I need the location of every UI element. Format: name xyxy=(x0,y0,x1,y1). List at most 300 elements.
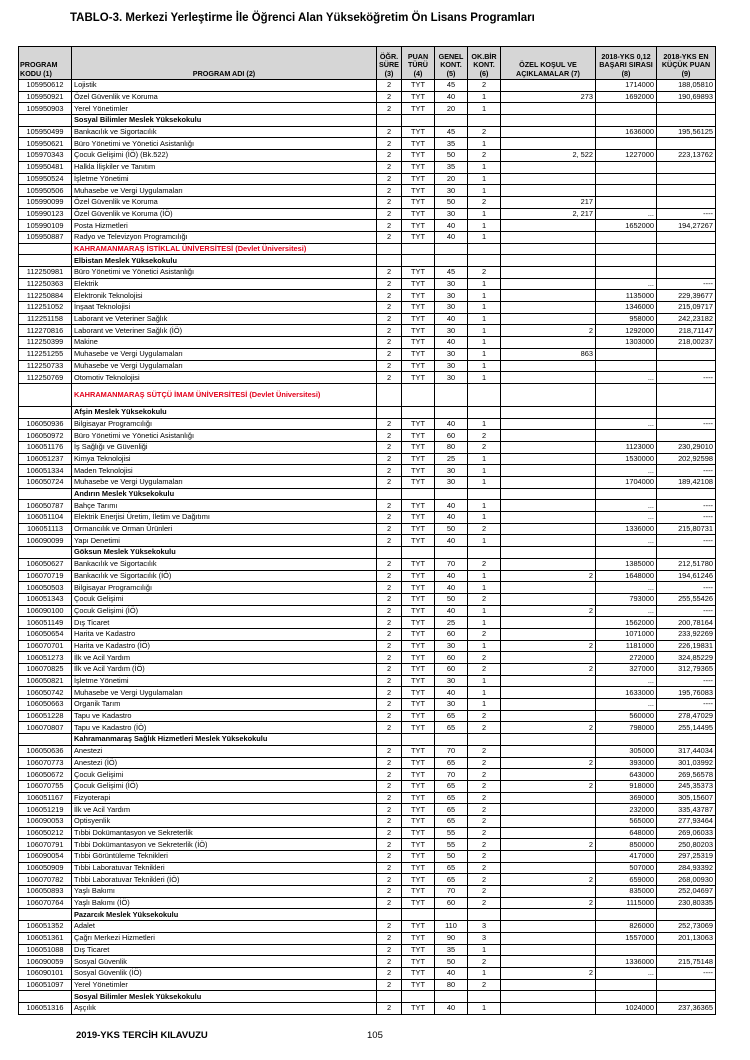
blank-cell xyxy=(377,734,402,746)
cell-program-code: 106070825 xyxy=(19,664,72,676)
cell-special-conditions: 2 xyxy=(501,780,596,792)
table-row xyxy=(19,441,716,453)
cell-special-conditions xyxy=(501,956,596,968)
cell-general-quota: 30 xyxy=(435,325,468,337)
cell-general-quota: 30 xyxy=(435,290,468,302)
cell-duration: 2 xyxy=(377,220,402,232)
blank-cell xyxy=(501,909,596,921)
cell-special-conditions: 2, 217 xyxy=(501,208,596,220)
cell-duration: 2 xyxy=(377,757,402,769)
cell-score-type: TYT xyxy=(402,769,435,781)
cell-duration: 2 xyxy=(377,815,402,827)
school-name: Afşin Meslek Yüksekokulu xyxy=(72,406,377,418)
cell-special-conditions xyxy=(501,453,596,465)
blank-cell xyxy=(402,406,435,418)
cell-special-conditions xyxy=(501,979,596,991)
cell-program-code: 106050972 xyxy=(19,430,72,442)
page-number: 105 xyxy=(367,1030,383,1041)
university-name: KAHRAMANMARAŞ İSTİKLAL ÜNİVERSİTESİ (Devlet Üniversitesi) xyxy=(72,243,377,255)
cell-program-code: 106050627 xyxy=(19,558,72,570)
cell-special-conditions xyxy=(501,313,596,325)
table-row xyxy=(19,267,716,279)
cell-program-name: Elektrik Enerjisi Üretim, İletim ve Dağıtımı xyxy=(72,512,377,524)
cell-top-student-quota: 1 xyxy=(468,348,501,360)
table-row xyxy=(19,290,716,302)
cell-program-name: Optisyenlik xyxy=(72,815,377,827)
blank-cell xyxy=(501,547,596,559)
cell-program-code: 112250884 xyxy=(19,290,72,302)
cell-general-quota: 65 xyxy=(435,757,468,769)
cell-score-type: TYT xyxy=(402,430,435,442)
blank-cell xyxy=(657,383,716,406)
cell-score-type: TYT xyxy=(402,652,435,664)
cell-top-student-quota: 2 xyxy=(468,710,501,722)
header-general-quota: GENEL KONT. (5) xyxy=(435,47,468,80)
cell-min-score xyxy=(657,231,716,243)
cell-duration: 2 xyxy=(377,80,402,92)
cell-program-code: 112250981 xyxy=(19,267,72,279)
cell-program-name: Muhasebe ve Vergi Uygulamaları xyxy=(72,477,377,489)
blank-cell xyxy=(468,115,501,127)
cell-general-quota: 35 xyxy=(435,138,468,150)
cell-min-score: 195,56125 xyxy=(657,126,716,138)
cell-special-conditions: 2 xyxy=(501,839,596,851)
table-row xyxy=(19,535,716,547)
cell-special-conditions xyxy=(501,886,596,898)
cell-score-type: TYT xyxy=(402,874,435,886)
cell-score-type: TYT xyxy=(402,138,435,150)
cell-special-conditions xyxy=(501,804,596,816)
cell-general-quota: 30 xyxy=(435,675,468,687)
cell-program-code: 105970343 xyxy=(19,150,72,162)
blank-cell xyxy=(657,909,716,921)
cell-top-student-quota: 1 xyxy=(468,103,501,115)
cell-score-type: TYT xyxy=(402,780,435,792)
cell-success-rank: 1648000 xyxy=(596,570,657,582)
cell-top-student-quota: 2 xyxy=(468,839,501,851)
cell-program-name: Çocuk Gelişimi xyxy=(72,769,377,781)
cell-program-code: 106050787 xyxy=(19,500,72,512)
cell-duration: 2 xyxy=(377,780,402,792)
table-row xyxy=(19,804,716,816)
cell-min-score: ---- xyxy=(657,605,716,617)
blank-cell xyxy=(501,488,596,500)
cell-duration: 2 xyxy=(377,1002,402,1014)
cell-program-code: 106051316 xyxy=(19,1002,72,1014)
cell-special-conditions: 2 xyxy=(501,722,596,734)
cell-min-score: 335,43787 xyxy=(657,804,716,816)
cell-success-rank: 1135000 xyxy=(596,290,657,302)
blank-cell xyxy=(468,488,501,500)
cell-program-name: Çocuk Gelişimi xyxy=(72,593,377,605)
cell-top-student-quota: 2 xyxy=(468,80,501,92)
cell-special-conditions xyxy=(501,710,596,722)
cell-top-student-quota: 1 xyxy=(468,640,501,652)
cell-program-name: İş Sağlığı ve Güvenliği xyxy=(72,441,377,453)
cell-score-type: TYT xyxy=(402,208,435,220)
cell-duration: 2 xyxy=(377,302,402,314)
cell-min-score: 188,05810 xyxy=(657,80,716,92)
cell-score-type: TYT xyxy=(402,348,435,360)
blank-cell xyxy=(468,243,501,255)
blank-cell xyxy=(596,255,657,267)
table-row xyxy=(19,313,716,325)
cell-program-name: Tapu ve Kadastro (İÖ) xyxy=(72,722,377,734)
cell-program-name: Muhasebe ve Vergi Uygulamaları xyxy=(72,185,377,197)
cell-duration: 2 xyxy=(377,441,402,453)
cell-min-score: 301,03992 xyxy=(657,757,716,769)
cell-top-student-quota: 1 xyxy=(468,91,501,103)
cell-program-name: Halkla İlişkiler ve Tanıtım xyxy=(72,161,377,173)
cell-duration: 2 xyxy=(377,348,402,360)
cell-duration: 2 xyxy=(377,325,402,337)
cell-program-code: 105950506 xyxy=(19,185,72,197)
cell-special-conditions xyxy=(501,465,596,477)
cell-program-code: 106050909 xyxy=(19,862,72,874)
cell-program-name: İlk ve Acil Yardım (İÖ) xyxy=(72,664,377,676)
cell-score-type: TYT xyxy=(402,337,435,349)
cell-score-type: TYT xyxy=(402,722,435,734)
cell-program-code: 106090059 xyxy=(19,956,72,968)
cell-program-name: Laborant ve Veteriner Sağlık (İÖ) xyxy=(72,325,377,337)
cell-general-quota: 45 xyxy=(435,267,468,279)
table-row xyxy=(19,675,716,687)
table-row xyxy=(19,932,716,944)
cell-top-student-quota: 2 xyxy=(468,886,501,898)
cell-program-name: Yaşlı Bakımı (İÖ) xyxy=(72,897,377,909)
cell-top-student-quota: 1 xyxy=(468,582,501,594)
cell-score-type: TYT xyxy=(402,360,435,372)
cell-min-score: 324,85229 xyxy=(657,652,716,664)
cell-general-quota: 70 xyxy=(435,745,468,757)
cell-general-quota: 40 xyxy=(435,1002,468,1014)
cell-duration: 2 xyxy=(377,150,402,162)
blank-cell xyxy=(402,255,435,267)
cell-special-conditions xyxy=(501,628,596,640)
cell-min-score xyxy=(657,185,716,197)
cell-min-score xyxy=(657,196,716,208)
cell-general-quota: 65 xyxy=(435,874,468,886)
cell-min-score: 230,80335 xyxy=(657,897,716,909)
table-row xyxy=(19,91,716,103)
cell-score-type: TYT xyxy=(402,827,435,839)
cell-program-code: 106070773 xyxy=(19,757,72,769)
cell-min-score: 215,09717 xyxy=(657,302,716,314)
cell-special-conditions xyxy=(501,231,596,243)
cell-success-rank: 507000 xyxy=(596,862,657,874)
cell-success-rank: 1071000 xyxy=(596,628,657,640)
cell-min-score: 252,73069 xyxy=(657,921,716,933)
cell-program-code: 106051167 xyxy=(19,792,72,804)
cell-score-type: TYT xyxy=(402,523,435,535)
cell-general-quota: 65 xyxy=(435,792,468,804)
cell-special-conditions xyxy=(501,944,596,956)
cell-score-type: TYT xyxy=(402,1002,435,1014)
cell-score-type: TYT xyxy=(402,231,435,243)
blank-cell xyxy=(596,909,657,921)
cell-special-conditions: 2 xyxy=(501,874,596,886)
cell-success-rank xyxy=(596,979,657,991)
cell-special-conditions xyxy=(501,185,596,197)
cell-duration: 2 xyxy=(377,827,402,839)
table-row xyxy=(19,465,716,477)
cell-program-name: Özel Güvenlik ve Koruma xyxy=(72,91,377,103)
blank-cell xyxy=(596,991,657,1003)
blank-cell xyxy=(435,406,468,418)
table-row xyxy=(19,208,716,220)
cell-program-name: Fizyoterapi xyxy=(72,792,377,804)
blank-cell xyxy=(435,383,468,406)
cell-special-conditions: 2 xyxy=(501,664,596,676)
cell-program-code: 106051088 xyxy=(19,944,72,956)
cell-min-score: 255,55426 xyxy=(657,593,716,605)
cell-program-name: Sosyal Güvenlik xyxy=(72,956,377,968)
cell-program-name: Dış Ticaret xyxy=(72,944,377,956)
blank-cell xyxy=(19,383,72,406)
page-title: TABLO-3. Merkezi Yerleştirme İle Öğrenci Alan Yükseköğretim Ön Lisans Programları xyxy=(70,12,535,24)
cell-success-rank: 1024000 xyxy=(596,1002,657,1014)
blank-cell xyxy=(468,383,501,406)
cell-min-score: ---- xyxy=(657,278,716,290)
table-header-row xyxy=(19,47,716,80)
cell-special-conditions xyxy=(501,267,596,279)
cell-score-type: TYT xyxy=(402,582,435,594)
footer-guide-title: 2019-YKS TERCİH KILAVUZU xyxy=(76,1030,208,1041)
cell-program-name: Aşçılık xyxy=(72,1002,377,1014)
cell-general-quota: 60 xyxy=(435,628,468,640)
cell-duration: 2 xyxy=(377,430,402,442)
cell-top-student-quota: 1 xyxy=(468,967,501,979)
cell-success-rank: ... xyxy=(596,512,657,524)
cell-top-student-quota: 1 xyxy=(468,337,501,349)
cell-duration: 2 xyxy=(377,804,402,816)
cell-min-score: 189,42108 xyxy=(657,477,716,489)
cell-program-name: Muhasebe ve Vergi Uygulamaları xyxy=(72,348,377,360)
cell-success-rank: 272000 xyxy=(596,652,657,664)
cell-score-type: TYT xyxy=(402,80,435,92)
table-row xyxy=(19,582,716,594)
table-row xyxy=(19,337,716,349)
cell-score-type: TYT xyxy=(402,290,435,302)
cell-program-code: 112251255 xyxy=(19,348,72,360)
table-row xyxy=(19,944,716,956)
blank-cell xyxy=(596,547,657,559)
cell-score-type: TYT xyxy=(402,699,435,711)
cell-score-type: TYT xyxy=(402,512,435,524)
cell-program-name: İşletme Yönetimi xyxy=(72,675,377,687)
table-row xyxy=(19,956,716,968)
school-heading-row xyxy=(19,406,716,418)
cell-min-score: 268,00930 xyxy=(657,874,716,886)
cell-special-conditions xyxy=(501,523,596,535)
cell-general-quota: 40 xyxy=(435,91,468,103)
cell-score-type: TYT xyxy=(402,103,435,115)
cell-program-name: Büro Yönetimi ve Yönetici Asistanlığı xyxy=(72,430,377,442)
cell-special-conditions xyxy=(501,1002,596,1014)
cell-success-rank xyxy=(596,360,657,372)
cell-program-name: Özel Güvenlik ve Koruma (İÖ) xyxy=(72,208,377,220)
cell-duration: 2 xyxy=(377,477,402,489)
cell-special-conditions xyxy=(501,126,596,138)
cell-min-score: 277,93464 xyxy=(657,815,716,827)
cell-duration: 2 xyxy=(377,208,402,220)
blank-cell xyxy=(657,115,716,127)
cell-program-code: 105990123 xyxy=(19,208,72,220)
cell-min-score: ---- xyxy=(657,582,716,594)
table-row xyxy=(19,150,716,162)
table-row xyxy=(19,360,716,372)
cell-duration: 2 xyxy=(377,640,402,652)
cell-success-rank: 1385000 xyxy=(596,558,657,570)
cell-program-code: 106050672 xyxy=(19,769,72,781)
cell-program-name: İlk ve Acil Yardım xyxy=(72,804,377,816)
table-row xyxy=(19,664,716,676)
cell-min-score: 200,78164 xyxy=(657,617,716,629)
cell-general-quota: 30 xyxy=(435,372,468,384)
cell-min-score: 215,75148 xyxy=(657,956,716,968)
blank-cell xyxy=(377,488,402,500)
cell-special-conditions xyxy=(501,582,596,594)
cell-min-score: 297,25319 xyxy=(657,851,716,863)
cell-program-code: 106050636 xyxy=(19,745,72,757)
blank-cell xyxy=(468,734,501,746)
cell-min-score: 230,29010 xyxy=(657,441,716,453)
blank-cell xyxy=(657,991,716,1003)
cell-program-code: 105950499 xyxy=(19,126,72,138)
cell-program-code: 105950481 xyxy=(19,161,72,173)
cell-score-type: TYT xyxy=(402,886,435,898)
cell-general-quota: 30 xyxy=(435,208,468,220)
cell-program-code: 112251158 xyxy=(19,313,72,325)
cell-min-score xyxy=(657,360,716,372)
cell-score-type: TYT xyxy=(402,325,435,337)
blank-cell xyxy=(596,734,657,746)
cell-success-rank: 1562000 xyxy=(596,617,657,629)
blank-cell xyxy=(19,991,72,1003)
cell-success-rank: 850000 xyxy=(596,839,657,851)
blank-cell xyxy=(435,488,468,500)
cell-program-code: 105950903 xyxy=(19,103,72,115)
blank-cell xyxy=(435,734,468,746)
cell-top-student-quota: 1 xyxy=(468,185,501,197)
cell-min-score xyxy=(657,979,716,991)
cell-special-conditions xyxy=(501,675,596,687)
cell-score-type: TYT xyxy=(402,851,435,863)
cell-general-quota: 50 xyxy=(435,593,468,605)
cell-program-name: Tıbbi Laboratuvar Teknikleri xyxy=(72,862,377,874)
cell-top-student-quota: 2 xyxy=(468,874,501,886)
cell-success-rank: 369000 xyxy=(596,792,657,804)
cell-success-rank: 1704000 xyxy=(596,477,657,489)
table-row xyxy=(19,278,716,290)
blank-cell xyxy=(402,488,435,500)
cell-program-code: 106050821 xyxy=(19,675,72,687)
cell-general-quota: 20 xyxy=(435,103,468,115)
cell-top-student-quota: 1 xyxy=(468,1002,501,1014)
cell-success-rank: 1346000 xyxy=(596,302,657,314)
cell-general-quota: 50 xyxy=(435,523,468,535)
cell-success-rank: 1227000 xyxy=(596,150,657,162)
table-row xyxy=(19,593,716,605)
header-success-rank: 2018-YKS 0,12 BAŞARI SIRASI (8) xyxy=(596,47,657,80)
cell-program-code: 106051273 xyxy=(19,652,72,664)
cell-success-rank: 305000 xyxy=(596,745,657,757)
cell-score-type: TYT xyxy=(402,921,435,933)
cell-general-quota: 40 xyxy=(435,582,468,594)
blank-cell xyxy=(435,909,468,921)
cell-program-code: 106051113 xyxy=(19,523,72,535)
cell-score-type: TYT xyxy=(402,675,435,687)
cell-top-student-quota: 1 xyxy=(468,173,501,185)
table-row xyxy=(19,196,716,208)
cell-score-type: TYT xyxy=(402,372,435,384)
cell-score-type: TYT xyxy=(402,477,435,489)
cell-top-student-quota: 1 xyxy=(468,325,501,337)
cell-program-code: 106051228 xyxy=(19,710,72,722)
university-heading-row xyxy=(19,243,716,255)
cell-special-conditions xyxy=(501,558,596,570)
blank-cell xyxy=(657,406,716,418)
cell-success-rank xyxy=(596,138,657,150)
blank-cell xyxy=(501,243,596,255)
cell-top-student-quota: 3 xyxy=(468,932,501,944)
cell-general-quota: 65 xyxy=(435,780,468,792)
cell-success-rank: ... xyxy=(596,699,657,711)
cell-special-conditions: 2, 522 xyxy=(501,150,596,162)
cell-success-rank: ... xyxy=(596,582,657,594)
cell-duration: 2 xyxy=(377,897,402,909)
cell-program-code: 106051361 xyxy=(19,932,72,944)
cell-top-student-quota: 1 xyxy=(468,605,501,617)
cell-general-quota: 40 xyxy=(435,512,468,524)
cell-score-type: TYT xyxy=(402,91,435,103)
cell-score-type: TYT xyxy=(402,839,435,851)
cell-program-name: Elektronik Teknolojisi xyxy=(72,290,377,302)
blank-cell xyxy=(19,115,72,127)
cell-duration: 2 xyxy=(377,500,402,512)
table-row xyxy=(19,453,716,465)
blank-cell xyxy=(468,547,501,559)
cell-program-code: 106051219 xyxy=(19,804,72,816)
school-name: Göksun Meslek Yüksekokulu xyxy=(72,547,377,559)
cell-top-student-quota: 2 xyxy=(468,664,501,676)
cell-min-score: ---- xyxy=(657,535,716,547)
header-score-type: PUAN TÜRÜ (4) xyxy=(402,47,435,80)
blank-cell xyxy=(435,991,468,1003)
cell-special-conditions xyxy=(501,593,596,605)
cell-top-student-quota: 2 xyxy=(468,815,501,827)
cell-program-code: 106090100 xyxy=(19,605,72,617)
cell-general-quota: 70 xyxy=(435,558,468,570)
cell-min-score xyxy=(657,430,716,442)
cell-program-code: 105990109 xyxy=(19,220,72,232)
cell-program-name: Bilgisayar Programcılığı xyxy=(72,582,377,594)
cell-program-name: Yerel Yönetimler xyxy=(72,103,377,115)
cell-duration: 2 xyxy=(377,582,402,594)
cell-score-type: TYT xyxy=(402,465,435,477)
cell-min-score xyxy=(657,944,716,956)
cell-success-rank: 1123000 xyxy=(596,441,657,453)
cell-min-score: 317,44034 xyxy=(657,745,716,757)
cell-duration: 2 xyxy=(377,196,402,208)
cell-top-student-quota: 1 xyxy=(468,477,501,489)
cell-program-code: 106050663 xyxy=(19,699,72,711)
cell-duration: 2 xyxy=(377,570,402,582)
cell-general-quota: 50 xyxy=(435,196,468,208)
cell-program-code: 106051334 xyxy=(19,465,72,477)
cell-program-code: 106090101 xyxy=(19,967,72,979)
table-row xyxy=(19,103,716,115)
